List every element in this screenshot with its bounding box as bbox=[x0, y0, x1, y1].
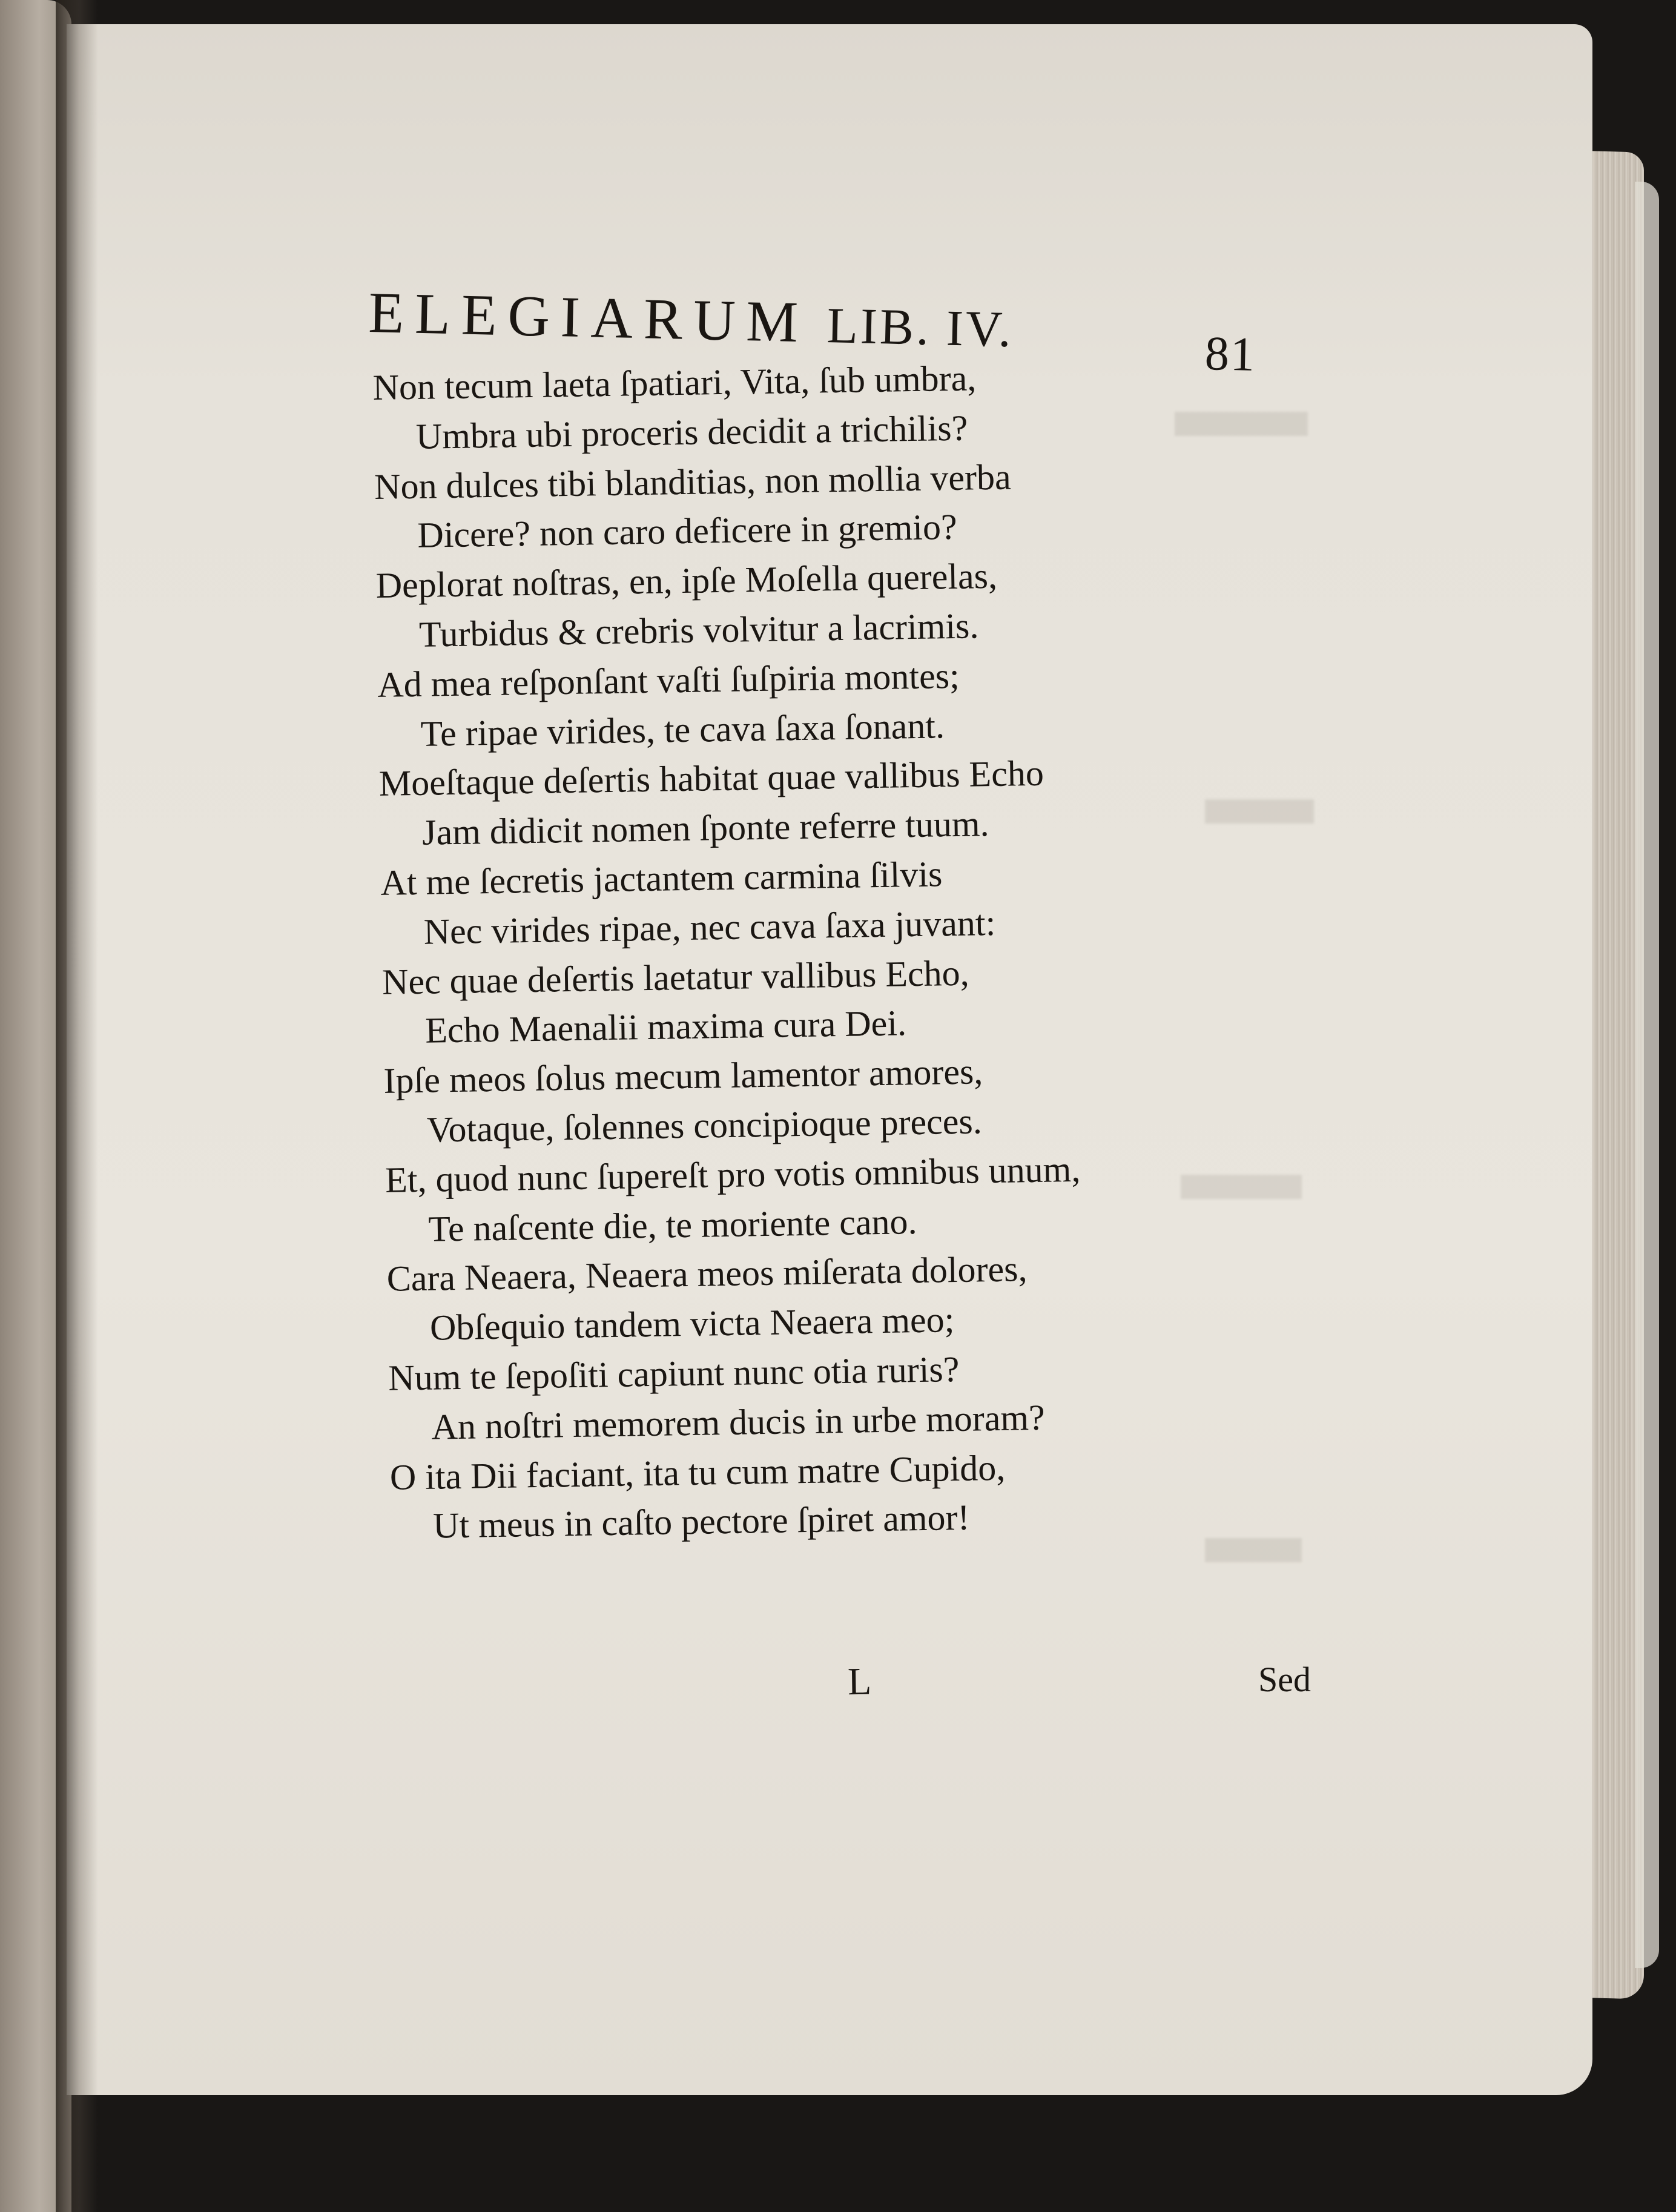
page-content bbox=[67, 24, 1592, 2095]
running-title bbox=[368, 279, 1014, 360]
verse-line: Te naſcente die, te moriente cano. bbox=[427, 1201, 917, 1249]
verse-line: Echo Maenalii maxima cura Dei. bbox=[424, 1003, 907, 1051]
verse-line: Dicere? non caro deficere in gremio? bbox=[417, 507, 958, 556]
book-page bbox=[67, 24, 1592, 2095]
verse-line: Ut meus in caſto pectore ſpiret amor! bbox=[432, 1497, 970, 1546]
verse-line: Umbra ubi proceris decidit a trichilis? bbox=[415, 408, 968, 457]
page-number: 81 bbox=[1204, 327, 1256, 381]
verse-line: An noſtri memorem ducis in urbe moram? bbox=[431, 1397, 1046, 1447]
verse-line: Obſequio tandem victa Neaera meo; bbox=[429, 1299, 955, 1348]
verse-line: Moeſtaque deſertis habitat quae vallibus Echo bbox=[378, 753, 1044, 804]
verse-line: Deplorat noſtras, en, ipſe Moſella querelas, bbox=[375, 556, 998, 606]
gutter-shadow bbox=[56, 0, 98, 2212]
verse-line: Ipſe meos ſolus mecum lamentor amores, bbox=[383, 1051, 983, 1101]
verse-line: At me ſecretis jactantem carmina ſilvis bbox=[380, 854, 943, 903]
catchword: Sed bbox=[1258, 1660, 1311, 1699]
verse-line: Turbidus & crebris volvitur a lacrimis. bbox=[418, 606, 979, 655]
page-block-highlight bbox=[1635, 182, 1659, 1968]
verse-line: Non tecum laeta ſpatiari, Vita, ſub umbra, bbox=[372, 358, 977, 408]
verse-line: Nec virides ripae, nec cava ſaxa juvant: bbox=[423, 902, 996, 952]
verse-line: Et, quod nunc ſupereſt pro votis omnibus unum, bbox=[384, 1149, 1081, 1200]
show-through-smudge bbox=[1205, 1538, 1302, 1562]
verse-block bbox=[372, 347, 1420, 1552]
verse-line: O ita Dii faciant, ita tu cum matre Cupido, bbox=[389, 1447, 1006, 1497]
running-title-main: ELEGIARUM bbox=[368, 279, 810, 355]
verse-line: Nec quae deſertis laetatur vallibus Echo, bbox=[381, 952, 970, 1002]
verse-line: Non dulces tibi blanditias, non mollia verba bbox=[374, 457, 1012, 507]
verse-line: Ad mea reſponſant vaſti ſuſpiria montes; bbox=[377, 655, 960, 705]
signature-mark: L bbox=[847, 1659, 872, 1703]
running-title-book: LIB. IV. bbox=[826, 297, 1014, 358]
verse-line: Jam didicit nomen ſponte referre tuum. bbox=[421, 804, 989, 853]
verse-line: Te ripae virides, te cava ſaxa ſonant. bbox=[420, 705, 945, 754]
verse-line: Num te ſepoſiti capiunt nunc otia ruris? bbox=[388, 1349, 960, 1398]
verse-line: Votaque, ſolennes concipioque preces. bbox=[426, 1101, 983, 1150]
verse-line: Cara Neaera, Neaera meos miſerata dolores, bbox=[386, 1249, 1028, 1299]
